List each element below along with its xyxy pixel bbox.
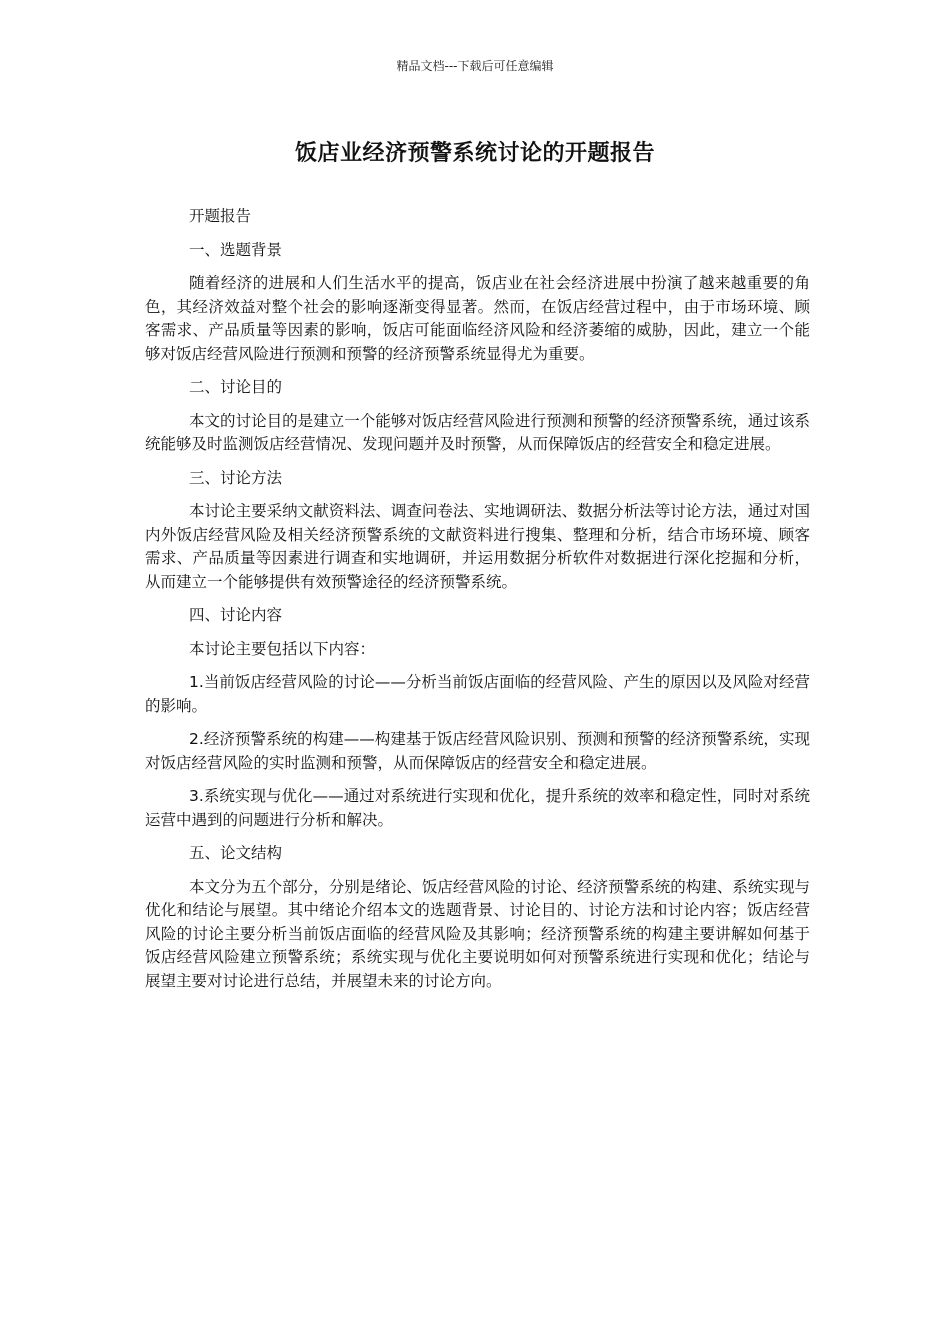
page-header: 精品文档---下载后可任意编辑: [396, 59, 554, 73]
paragraph-content-intro: 本讨论主要包括以下内容：: [189, 639, 376, 658]
paragraph-background: 随着经济的进展和人们生活水平的提高，饭店业在社会经济进展中扮演了越来越重要的角色，其经济效益对整个社会的影响逐渐变得显著。然而，在饭店经营过程中，由于市场环境、顾客需求、产品质量等因素的影响，饭店可能面临经济风险和经济萎缩的威胁，因此，建立一个能够对饭店经营风险进行预测和预警的经济预警系统显得尤为重要。: [145, 274, 810, 363]
list-item-risk: 1.当前饭店经营风险的讨论——分析当前饭店面临的经营风险、产生的原因以及风险对经营的影响。: [145, 673, 810, 715]
paragraph-method: 本讨论主要采纳文献资料法、调查问卷法、实地调研法、数据分析法等讨论方法，通过对国内外饭店经营风险及相关经济预警系统的文献资料进行搜集、整理和分析，结合市场环境、顾客需求、产品质量等因素进行调查和实地调研，并运用数据分析软件对数据进行深化挖掘和分析，从而建立一个能够提供有效预警途径的经济预警系统。: [145, 502, 810, 591]
section-heading-purpose: 二、讨论目的: [189, 378, 283, 396]
document-title: 饭店业经济预警系统讨论的开题报告: [294, 141, 655, 166]
section-heading-structure: 五、论文结构: [189, 844, 283, 862]
section-heading-background: 一、选题背景: [189, 240, 283, 259]
paragraph-structure: 本文分为五个部分，分别是绪论、饭店经营风险的讨论、经济预警系统的构建、系统实现与优化和结论与展望。其中绪论介绍本文的选题背景、讨论目的、讨论方法和讨论内容；饭店经营风险的讨论主要分析当前饭店面临的经营风险及其影响；经济预警系统的构建主要讲解如何基于饭店经营风险建立预警系统；系统实现与优化主要说明如何对预警系统进行实现和优化；结论与展望主要对讨论进行总结，并展望未来的讨论方向。: [145, 877, 810, 990]
section-heading-content: 四、讨论内容: [189, 606, 283, 624]
list-item-optimization: 3.系统实现与优化——通过对系统进行实现和优化，提升系统的效率和稳定性，同时对系统运营中遇到的问题进行分析和解决。: [145, 787, 810, 829]
paragraph-report-label: 开题报告: [189, 207, 252, 225]
section-heading-method: 三、讨论方法: [189, 468, 283, 487]
paragraph-purpose: 本文的讨论目的是建立一个能够对饭店经营风险进行预测和预警的经济预警系统，通过该系统能够及时监测饭店经营情况、发现问题并及时预警，从而保障饭店的经营安全和稳定进展。: [145, 411, 810, 453]
document-body: [145, 205, 810, 1003]
list-item-system: 2.经济预警系统的构建——构建基于饭店经营风险识别、预测和预警的经济预警系统，实现对饭店经营风险的实时监测和预警，从而保障饭店的经营安全和稳定进展。: [145, 730, 810, 772]
